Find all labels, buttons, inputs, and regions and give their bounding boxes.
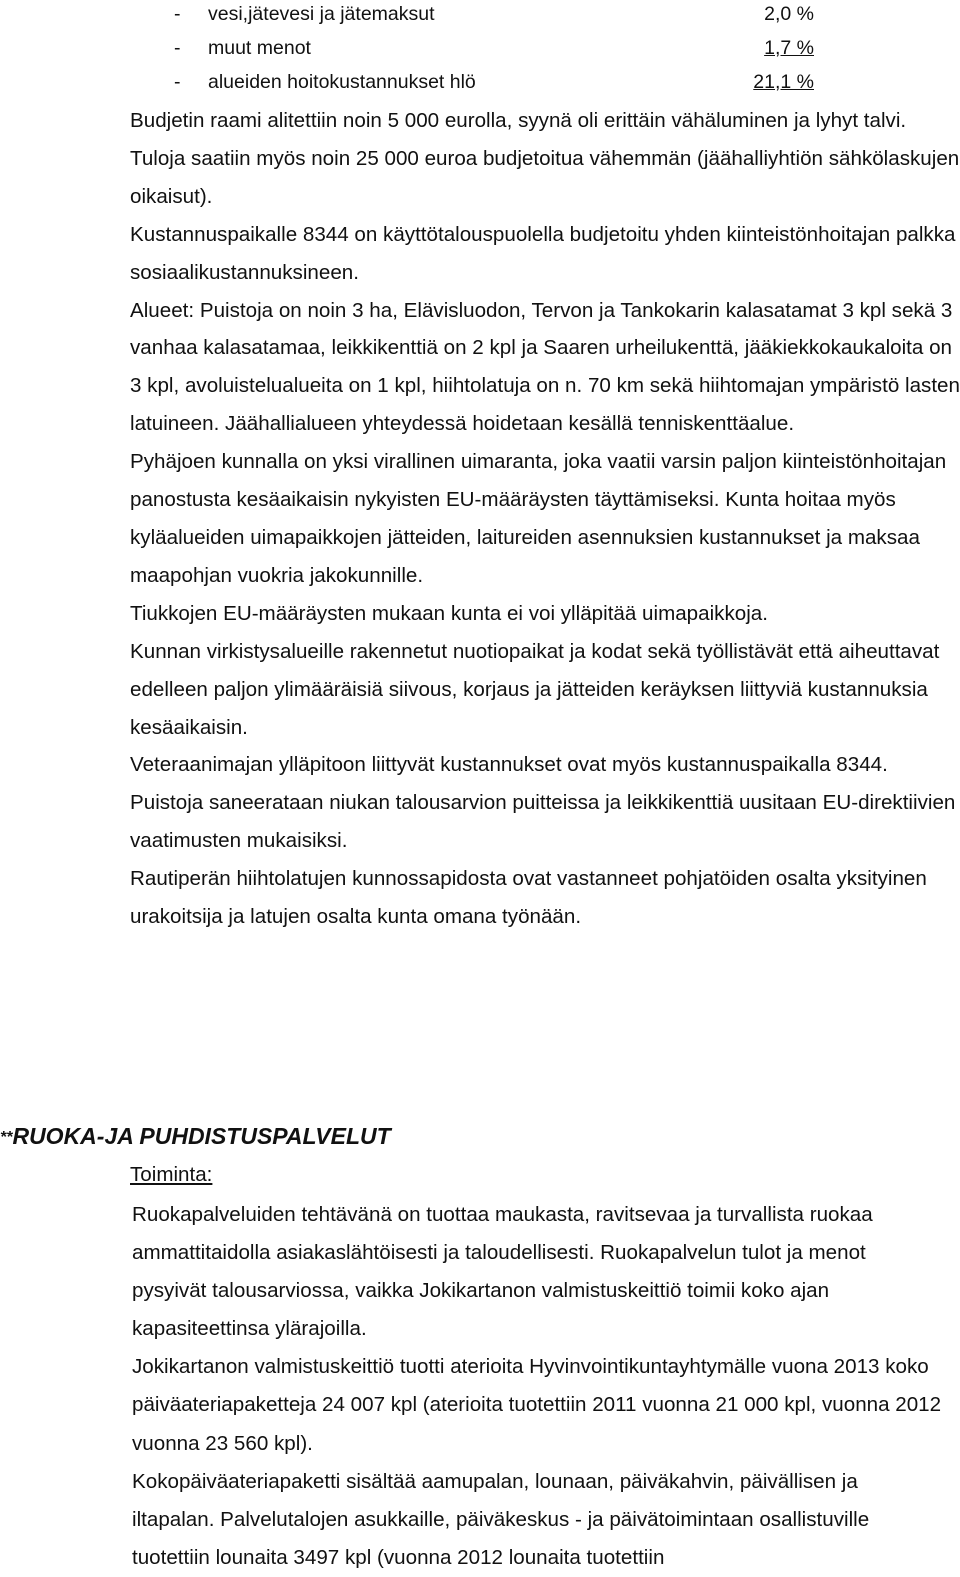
- cost-item-percent: 1,7 %: [764, 37, 814, 59]
- paragraph-cost-center: Kustannuspaikalle 8344 on käyttötalouspuolella budjetoitu yhden kiinteistönhoitajan palkka sosiaalikustannuksineen.: [130, 222, 956, 284]
- cost-item: [174, 0, 834, 34]
- paragraph-campfire-sites: Kunnan virkistysalueille rakennetut nuotiopaikat ja kodat sekä työllistävät että aiheuttavat edelleen paljon ylimääräisiä siivous, korjaus ja jätteiden keräyksen liittyviä kustannuksia kesäaikaisin.: [130, 639, 940, 739]
- section-heading-text: RUOKA-JA PUHDISTUSPALVELUT: [12, 1123, 391, 1149]
- section-body-text: [132, 1196, 942, 1577]
- list-dash: -: [174, 3, 181, 25]
- heading-marks: **: [0, 1129, 13, 1146]
- paragraph-eu-rules: Tiukkojen EU-määräysten mukaan kunta ei voi ylläpitää uimapaikkoja.: [130, 601, 768, 625]
- paragraph-areas: Alueet: Puistoja on noin 3 ha, Elävisluodon, Tervon ja Tankokarin kalasatamat 3 kpl sekä 3 vanhaa kalasatamaa, leikkikenttiä on 2 kpl ja Saaren urheilukenttä, jääkiekkokaukaloita on 3 kpl, avoluistelualueita on 1 kpl, hiihtolatuja on n. 70 km sekä hiihtomajan ympäristö lasten latuineen. Jäähallialueen yhteydessä hoidetaan kesällä tenniskenttäalue.: [130, 298, 960, 436]
- cost-item-label: alueiden hoitokustannukset hlö: [208, 71, 476, 93]
- cost-item: [174, 34, 834, 68]
- body-text: [130, 102, 960, 936]
- section-heading: [0, 1120, 391, 1154]
- cost-item-percent: 21,1 %: [753, 71, 814, 93]
- cost-item-percent: 2,0 %: [764, 3, 814, 25]
- list-dash: -: [174, 71, 181, 93]
- section-subheading: Toiminta:: [130, 1163, 213, 1186]
- list-dash: -: [174, 37, 181, 59]
- paragraph-ski-trails: Rautiperän hiihtolatujen kunnossapidosta ovat vastanneet pohjatöiden osalta yksityinen urakoitsija ja latujen osalta kunta omana työnään.: [130, 867, 927, 929]
- paragraph-budget: Budjetin raami alitettiin noin 5 000 eurolla, syynä oli erittäin vähäluminen ja lyhyt talvi. Tuloja saatiin myös noin 25 000 euroa budjetoitua vähemmän (jäähalliyhtiön sähkölaskujen oikaisut).: [130, 109, 960, 208]
- paragraph-meal-production: Jokikartanon valmistuskeittiö tuotti aterioita Hyvinvointikuntayhtymälle vuona 2013 koko päiväateriapaketteja 24 007 kpl (aterioita tuotettiin 2011 vuonna 21 000 kpl, vuonna 2012 vuonna 23 560 kpl).: [132, 1355, 942, 1455]
- paragraph-meal-package: Kokopäiväateriapaketti sisältää aamupalan, lounaan, päiväkahvin, päivällisen ja iltapalan. Palvelutalojen asukkaille, päiväkeskus - ja päivätoimintaan osallistuville tuotettiin lounaita 3497 kpl (vuonna 2012 lounaita tuotettiin: [132, 1469, 870, 1569]
- paragraph-beach: Pyhäjoen kunnalla on yksi virallinen uimaranta, joka vaatii varsin paljon kiinteistönhoitajan panostusta kesäaikaisin nykyisten EU-määräysten täyttämiseksi. Kunta hoitaa myös kyläalueiden uimapaikkojen jätteiden, laitureiden asennuksien kustannukset ja maksaa maapohjan vuokria jakokunnille.: [130, 450, 947, 587]
- cost-item-label: muut menot: [208, 37, 311, 59]
- paragraph-food-services: Ruokapalveluiden tehtävänä on tuottaa maukasta, ravitsevaa ja turvallista ruokaa ammattitaidolla asiakaslähtöisesti ja taloudellisesti. Ruokapalvelun tulot ja menot pysyivät talousarviossa, vaikka Jokikartanon valmistuskeittiö toimii koko ajan kapasiteettinsa ylärajoilla.: [132, 1203, 873, 1341]
- cost-item-label: vesi,jätevesi ja jätemaksut: [208, 3, 435, 25]
- cost-item: [174, 68, 834, 102]
- paragraph-parks: Puistoja saneerataan niukan talousarvion puitteissa ja leikkikenttiä uusitaan EU-direktiivien vaatimusten mukaisiksi.: [130, 791, 956, 853]
- paragraph-veteran-lodge: Veteraanimajan ylläpitoon liittyvät kustannukset ovat myös kustannuspaikalla 8344.: [130, 753, 888, 777]
- cost-breakdown-list: [174, 0, 834, 102]
